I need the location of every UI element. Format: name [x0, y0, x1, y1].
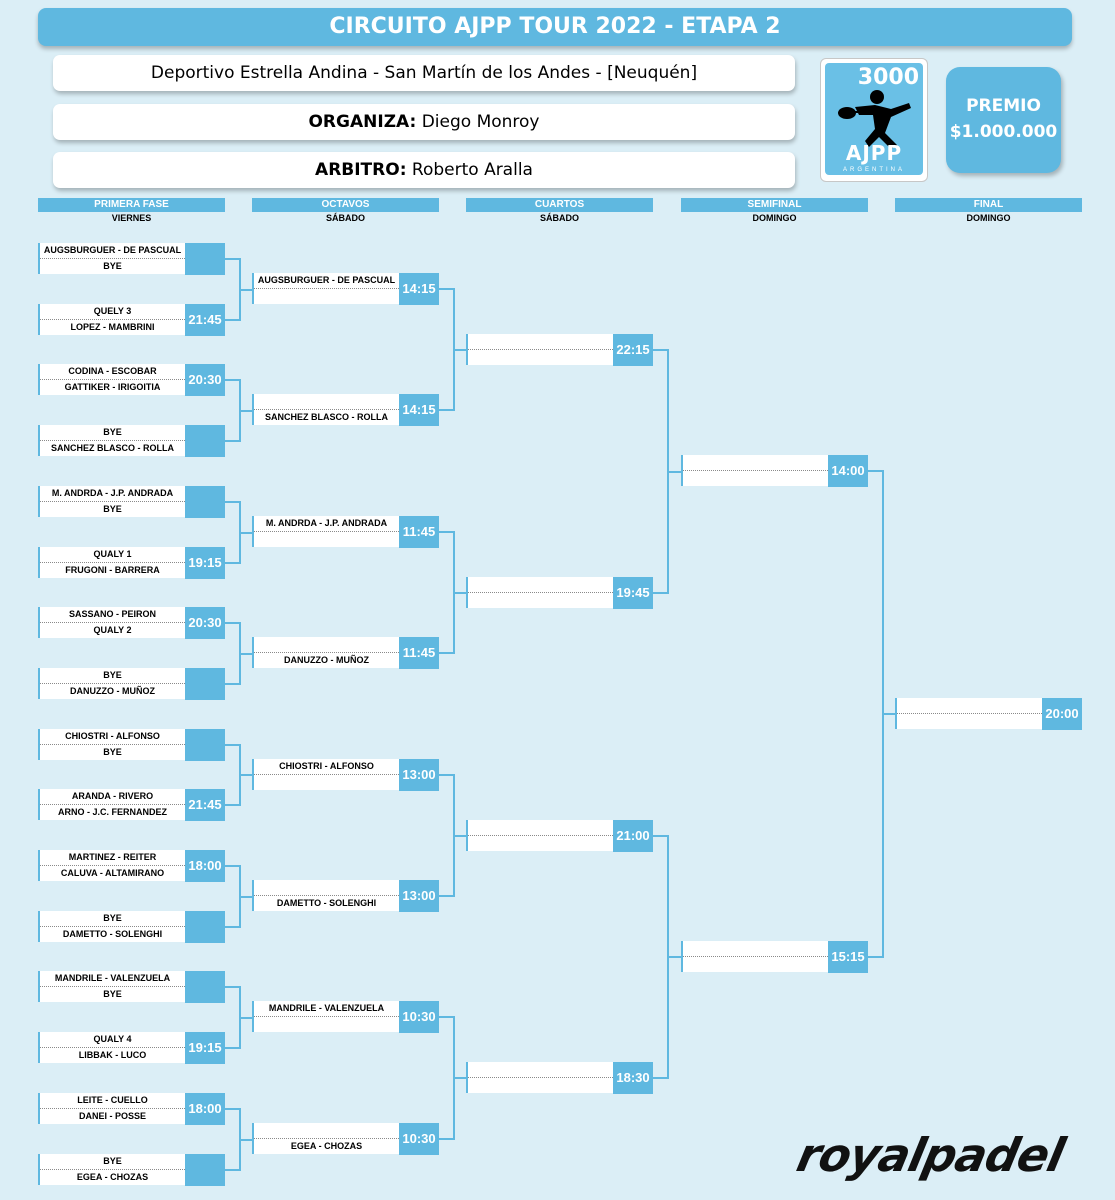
match-time: 18:30 [613, 1062, 653, 1094]
team-top [468, 577, 613, 593]
bracket-line [239, 1139, 252, 1141]
team-bottom: DANEI - POSSE [40, 1109, 185, 1124]
match-card [252, 273, 399, 304]
bracket-line [225, 501, 239, 503]
bracket-line [868, 470, 882, 472]
team-bottom: EGEA - CHOZAS [254, 1139, 399, 1154]
round-header-2: CUARTOS [466, 198, 653, 212]
team-top: LEITE - CUELLO [40, 1093, 185, 1109]
bracket-line [882, 713, 895, 715]
match-time: 18:00 [185, 850, 225, 882]
match-card [466, 334, 613, 365]
team-bottom [254, 289, 399, 304]
match-time: 19:15 [185, 547, 225, 579]
match-card [38, 1032, 185, 1063]
match-edge [252, 273, 254, 304]
team-bottom: QUALY 2 [40, 623, 185, 638]
match-time: 21:45 [185, 304, 225, 336]
match-card [38, 971, 185, 1002]
team-top: BYE [40, 668, 185, 684]
round-header-4: FINAL [895, 198, 1082, 212]
match-edge [38, 850, 40, 881]
match-card [466, 820, 613, 851]
team-bottom: DAMETTO - SOLENGHI [40, 927, 185, 942]
match-time: 20:30 [185, 607, 225, 639]
bracket-line [225, 258, 239, 260]
bracket-line [239, 289, 252, 291]
round-day-1: SÁBADO [325, 213, 365, 223]
referee-box [53, 152, 795, 188]
match-card [38, 243, 185, 274]
round-day-0: VIERNES [111, 213, 152, 223]
team-bottom: EGEA - CHOZAS [40, 1170, 185, 1185]
match-time: 22:15 [613, 334, 653, 366]
match-card [38, 911, 185, 942]
match-edge [38, 243, 40, 274]
bracket-line [439, 531, 453, 533]
match-card [252, 1001, 399, 1032]
team-bottom: DANUZZO - MUÑOZ [254, 653, 399, 668]
team-top: AUGSBURGUER - DE PASCUAL [254, 273, 399, 289]
team-top [683, 455, 828, 471]
logo-country: ARGENTINA [842, 167, 905, 173]
team-bottom: SANCHEZ BLASCO - ROLLA [40, 441, 185, 456]
team-bottom [254, 1017, 399, 1032]
team-bottom: FRUGONI - BARRERA [40, 563, 185, 578]
match-time [185, 243, 225, 275]
brand-logo: royalpadel [792, 1128, 1069, 1182]
bracket-line [439, 1138, 453, 1140]
round-header-1: OCTAVOS [252, 198, 439, 212]
match-card [252, 880, 399, 911]
team-top [468, 820, 613, 836]
team-top: MARTINEZ - REITER [40, 850, 185, 866]
match-card [38, 850, 185, 881]
match-card [38, 789, 185, 820]
organizer-value: Diego Monroy [421, 112, 540, 132]
team-bottom: BYE [40, 502, 185, 517]
bracket-line [239, 410, 252, 412]
bracket-line [653, 349, 667, 351]
match-edge [895, 698, 897, 729]
team-bottom [254, 532, 399, 547]
match-edge [38, 971, 40, 1002]
bracket-line [653, 592, 667, 594]
bracket-line [225, 744, 239, 746]
match-edge [38, 911, 40, 942]
match-card [38, 304, 185, 335]
match-card [895, 698, 1042, 729]
team-top: AUGSBURGUER - DE PASCUAL [40, 243, 185, 259]
match-edge [252, 759, 254, 790]
match-card [38, 1093, 185, 1124]
match-time [185, 729, 225, 761]
match-card [38, 547, 185, 578]
team-bottom: DANUZZO - MUÑOZ [40, 684, 185, 699]
bracket-line [225, 804, 239, 806]
match-time: 14:15 [399, 394, 439, 426]
team-top: BYE [40, 1154, 185, 1170]
bracket-line [653, 1077, 667, 1079]
team-top: M. ANDRDA - J.P. ANDRADA [254, 516, 399, 532]
bracket-line [225, 562, 239, 564]
team-bottom: LOPEZ - MAMBRINI [40, 320, 185, 335]
match-card [466, 577, 613, 608]
bracket-line [225, 865, 239, 867]
team-bottom [897, 714, 1042, 729]
bracket-line [453, 1077, 466, 1079]
organizer-label: ORGANIZA: [308, 112, 417, 132]
match-edge [38, 729, 40, 760]
match-edge [38, 607, 40, 638]
team-top [254, 880, 399, 896]
bracket-line [225, 683, 239, 685]
match-edge [252, 516, 254, 547]
match-time: 14:00 [828, 455, 868, 487]
team-bottom: BYE [40, 259, 185, 274]
bracket-line [225, 319, 239, 321]
match-edge [38, 668, 40, 699]
bracket-line [225, 622, 239, 624]
team-top: CHIOSTRI - ALFONSO [40, 729, 185, 745]
bracket-line [239, 653, 252, 655]
match-edge [252, 394, 254, 425]
page-title: CIRCUITO AJPP TOUR 2022 - ETAPA 2 [38, 8, 1072, 46]
team-bottom [683, 957, 828, 972]
match-card [252, 394, 399, 425]
prize-amount: $1.000.000 [949, 122, 1058, 142]
venue-text: Deportivo Estrella Andina - San Martín de los Andes - [Neuquén] [150, 63, 698, 83]
match-edge [38, 1093, 40, 1124]
match-edge [681, 941, 683, 972]
team-top [468, 334, 613, 350]
match-edge [38, 789, 40, 820]
bracket-line [453, 592, 466, 594]
bracket-line [667, 471, 681, 473]
match-time: 21:45 [185, 789, 225, 821]
match-edge [466, 334, 468, 365]
match-time: 18:00 [185, 1093, 225, 1125]
match-card [681, 455, 828, 486]
match-edge [38, 547, 40, 578]
round-header-0: PRIMERA FASE [38, 198, 225, 212]
match-card [38, 729, 185, 760]
team-bottom: SANCHEZ BLASCO - ROLLA [254, 410, 399, 425]
team-top [254, 637, 399, 653]
match-time [185, 425, 225, 457]
team-top [683, 941, 828, 957]
match-time: 19:45 [613, 577, 653, 609]
team-bottom: GATTIKER - IRIGOITIA [40, 380, 185, 395]
logo-name: AJPP [845, 141, 903, 165]
team-bottom [468, 593, 613, 608]
match-edge [38, 364, 40, 395]
round-day-3: DOMINGO [752, 213, 797, 223]
match-card [466, 1062, 613, 1093]
match-time: 14:15 [399, 273, 439, 305]
match-time: 11:45 [399, 516, 439, 548]
team-top: QUALY 1 [40, 547, 185, 563]
team-bottom [468, 836, 613, 851]
team-bottom: BYE [40, 987, 185, 1002]
bracket-line [239, 1017, 252, 1019]
bracket-line [239, 896, 252, 898]
match-time: 15:15 [828, 941, 868, 973]
bracket-line [453, 349, 466, 351]
match-card [252, 1123, 399, 1154]
match-card [252, 516, 399, 547]
team-top: BYE [40, 425, 185, 441]
match-card [38, 668, 185, 699]
bracket-line [225, 1169, 239, 1171]
team-bottom [683, 471, 828, 486]
team-bottom [468, 1078, 613, 1093]
prize-label: PREMIO [966, 96, 1041, 116]
match-card [38, 1154, 185, 1185]
match-time: 11:45 [399, 637, 439, 669]
match-edge [38, 1154, 40, 1185]
bracket-line [667, 956, 681, 958]
match-time [185, 668, 225, 700]
bracket-line [225, 986, 239, 988]
match-edge [466, 577, 468, 608]
match-time: 13:00 [399, 880, 439, 912]
match-edge [252, 880, 254, 911]
match-edge [466, 1062, 468, 1093]
match-time: 10:30 [399, 1001, 439, 1033]
match-time [185, 911, 225, 943]
bracket-line [225, 926, 239, 928]
team-top [254, 394, 399, 410]
referee-label: ARBITRO: [315, 160, 407, 180]
match-card [38, 486, 185, 517]
team-bottom: DAMETTO - SOLENGHI [254, 896, 399, 911]
match-card [38, 425, 185, 456]
bracket-line [439, 288, 453, 290]
bracket-line [225, 379, 239, 381]
team-top: QUALY 4 [40, 1032, 185, 1048]
match-edge [38, 425, 40, 456]
bracket-line [225, 1047, 239, 1049]
match-card [252, 759, 399, 790]
team-top: CODINA - ESCOBAR [40, 364, 185, 380]
match-edge [252, 1001, 254, 1032]
referee-value: Roberto Aralla [411, 160, 533, 180]
bracket-line [239, 774, 252, 776]
round-day-2: SÁBADO [539, 213, 579, 223]
match-time [185, 486, 225, 518]
venue-box [53, 55, 795, 91]
prize-box [946, 67, 1061, 173]
team-bottom: BYE [40, 745, 185, 760]
match-time: 13:00 [399, 759, 439, 791]
team-bottom: CALUVA - ALTAMIRANO [40, 866, 185, 881]
match-time: 20:00 [1042, 698, 1082, 730]
round-header-3: SEMIFINAL [681, 198, 868, 212]
bracket-line [439, 409, 453, 411]
match-time: 19:15 [185, 1032, 225, 1064]
team-bottom: LIBBAK - LUCO [40, 1048, 185, 1063]
bracket-line [439, 1016, 453, 1018]
bracket-line [439, 895, 453, 897]
team-top [897, 698, 1042, 714]
organizer-box [53, 104, 795, 140]
match-edge [252, 1123, 254, 1154]
team-bottom [468, 350, 613, 365]
match-card [681, 941, 828, 972]
team-top: ARANDA - RIVERO [40, 789, 185, 805]
bracket-line [653, 835, 667, 837]
team-top: QUELY 3 [40, 304, 185, 320]
team-top: SASSANO - PEIRON [40, 607, 185, 623]
match-time [185, 971, 225, 1003]
team-top: BYE [40, 911, 185, 927]
logo-points: 3000 [857, 65, 919, 90]
round-day-4: DOMINGO [966, 213, 1011, 223]
ajpp-logo [820, 58, 928, 182]
match-time: 10:30 [399, 1123, 439, 1155]
bracket-line [868, 956, 882, 958]
bracket-line [439, 652, 453, 654]
team-top: CHIOSTRI - ALFONSO [254, 759, 399, 775]
team-top [468, 1062, 613, 1078]
bracket-line [453, 835, 466, 837]
match-time: 20:30 [185, 364, 225, 396]
match-edge [38, 304, 40, 335]
match-card [38, 607, 185, 638]
match-edge [38, 1032, 40, 1063]
match-card [38, 364, 185, 395]
team-bottom: ARNO - J.C. FERNANDEZ [40, 805, 185, 820]
match-card [252, 637, 399, 668]
team-top: MANDRILE - VALENZUELA [40, 971, 185, 987]
bracket-line [225, 1108, 239, 1110]
match-edge [252, 637, 254, 668]
bracket-line [439, 774, 453, 776]
match-time: 21:00 [613, 820, 653, 852]
team-top: MANDRILE - VALENZUELA [254, 1001, 399, 1017]
match-edge [466, 820, 468, 851]
bracket-line [239, 532, 252, 534]
bracket-line [225, 440, 239, 442]
match-edge [681, 455, 683, 486]
team-top: M. ANDRDA - J.P. ANDRADA [40, 486, 185, 502]
team-bottom [254, 775, 399, 790]
match-edge [38, 486, 40, 517]
team-top [254, 1123, 399, 1139]
match-time [185, 1154, 225, 1186]
